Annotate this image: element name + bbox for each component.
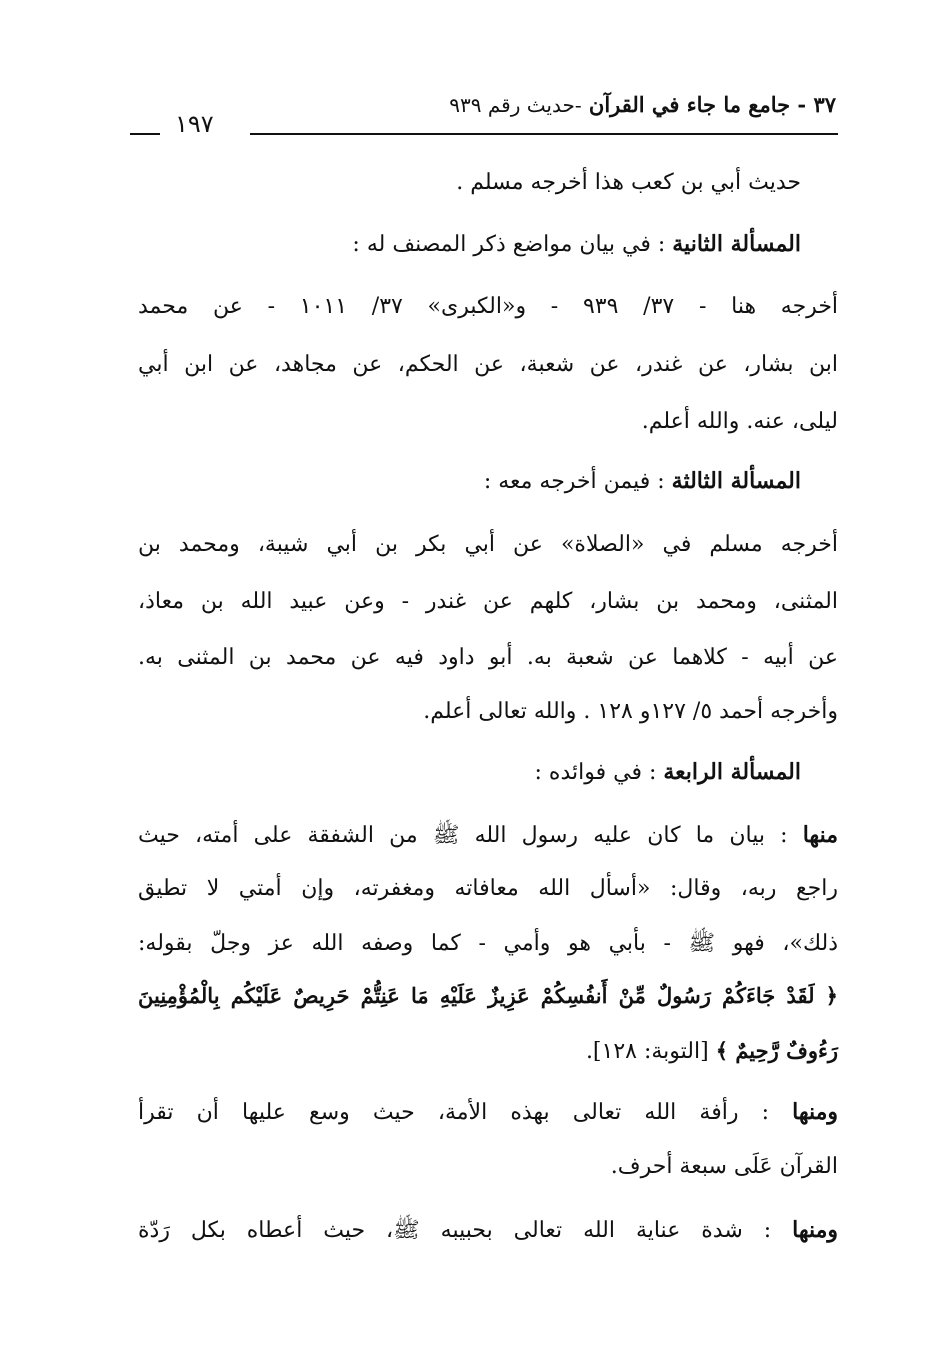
page-number-dash (130, 133, 160, 135)
text-line: ذلك»، فهو ﷺ - بأبي هو وأمي - كما وصفه الله عز وجلّ بقوله: (138, 931, 838, 956)
text-line: وأخرجه أحمد ٥/ ١٢٧و ١٢٨ . والله تعالى أعلم. (423, 699, 838, 724)
point-label: ومنها (792, 1217, 838, 1243)
text-line: القرآن عَلَى سبعة أحرف. (610, 1154, 838, 1179)
heading-label: المسألة الثالثة (671, 468, 801, 494)
heading-label: المسألة الرابعة (663, 759, 801, 785)
text-line: المثنى، ومحمد بن بشار، كلهم عن غندر - وعن عبيد الله بن معاذ، (138, 589, 838, 614)
running-header (449, 92, 836, 117)
section-heading: المسألة الثانية : في بيان مواضع ذكر المصنف له : (352, 231, 801, 257)
text-line: راجع ربه، وقال: «أسأل الله معافاته ومغفرته، وإن أمتي لا تطيق (138, 876, 838, 901)
quran-verse-line: ﴿ لَقَدْ جَاءَكُمْ رَسُولٌ مِّنْ أَنفُسِكُمْ عَزِيزٌ عَلَيْهِ مَا عَنِتُّمْ حَرِيصٌ عَلَيْكُم بِالْمُؤْمِنِينَ (138, 983, 838, 1008)
text-line: ومنها : شدة عناية الله تعالى بحبيبه ﷺ، حيث أعطاه بكل رَدّة (138, 1217, 838, 1243)
text-line: منها : بيان ما كان عليه رسول الله ﷺ من الشفقة على أمته، حيث (138, 822, 838, 848)
quran-verse-line: رَءُوفٌ رَّحِيمٌ ﴾ [التوبة: ١٢٨]. (585, 1038, 838, 1064)
text-line: ليلى، عنه. والله أعلم. (641, 409, 838, 434)
verse-reference: [التوبة: ١٢٨]. (585, 1039, 709, 1064)
section-heading: المسألة الرابعة : في فوائده : (534, 759, 801, 785)
text-line: أخرجه هنا - ٣٧/ ٩٣٩ - و«الكبرى» ٣٧/ ١٠١١ - عن محمد (138, 294, 839, 319)
header-rule (250, 133, 838, 135)
page-number: ١٩٧ (175, 110, 214, 138)
hadith-number: -حديث رقم ٩٣٩ (449, 93, 582, 117)
section-heading: المسألة الثالثة : فيمن أخرجه معه : (483, 468, 801, 494)
point-label: ومنها (792, 1099, 838, 1125)
text-line: حديث أبي بن كعب هذا أخرجه مسلم . (456, 170, 801, 195)
chapter-title: ٣٧ - جامع ما جاء في القرآن (588, 92, 836, 117)
text-line: ابن بشار، عن غندر، عن شعبة، عن الحكم، عن مجاهد، عن ابن أبي (138, 352, 838, 377)
text-line: ومنها : رأفة الله تعالى بهذه الأمة، حيث وسع عليها أن تقرأ (138, 1099, 838, 1125)
heading-label: المسألة الثانية (672, 231, 801, 257)
text-line: عن أبيه - كلاهما عن شعبة به. أبو داود فيه عن محمد بن المثنى به. (138, 645, 838, 670)
text-line: أخرجه مسلم في «الصلاة» عن أبي بكر بن أبي شيبة، ومحمد بن (138, 532, 838, 557)
point-label: منها (802, 822, 838, 848)
